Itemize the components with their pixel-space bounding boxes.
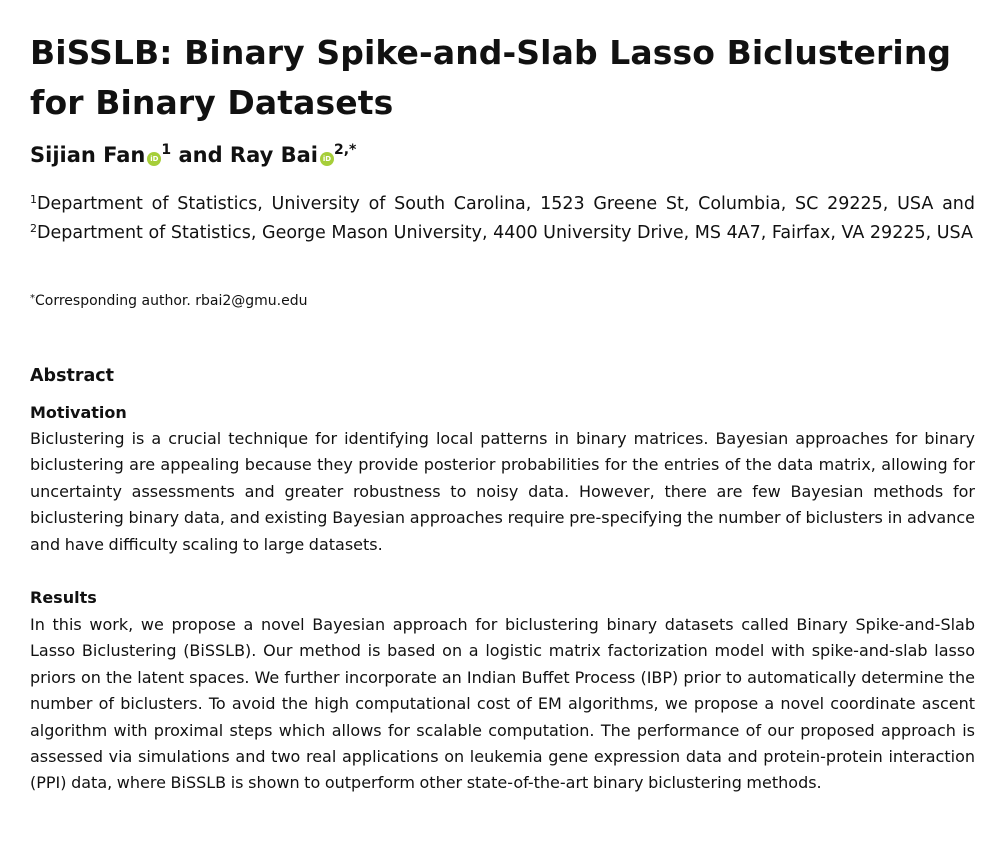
affiliation-text: Department of Statistics, University of South Carolina, 1523 Greene St, Columbia, SC 29225, USA	[37, 194, 934, 214]
abstract-heading: Abstract	[30, 366, 115, 386]
motivation-paragraph: Biclustering is a crucial technique for identifying local patterns in binary matrices. Bayesian approaches for binary biclustering are appealing because they provide posterior probabilities for the entries of the data matrix, allowing for uncertainty assessments and greater robustness to noisy data. However, there are few Bayesian methods for biclustering binary data, and existing Bayesian approaches require pre-specifying the number of biclusters in advance and have difficulty scaling to large datasets.	[30, 429, 975, 554]
affiliation-mark: 1	[30, 193, 37, 206]
corresponding-text: Corresponding author. rbai2@gmu.edu	[35, 293, 308, 309]
affiliation-text: Department of Statistics, George Mason University, 4400 University Drive, MS 4A7, Fairfax, VA 29225, USA	[37, 223, 973, 243]
author-line	[30, 140, 356, 170]
author-name: Sijian Fan	[30, 143, 146, 167]
motivation-heading: Motivation	[30, 403, 127, 422]
corresponding-mark: *	[30, 293, 35, 304]
results-heading: Results	[30, 588, 97, 607]
author-affiliation-mark: 1	[161, 142, 172, 158]
orcid-icon[interactable]: iD	[147, 152, 161, 166]
affiliation-connector: and	[942, 194, 975, 214]
author-connector: and	[178, 143, 223, 167]
corresponding-author-note	[30, 290, 308, 312]
orcid-icon[interactable]: iD	[320, 152, 334, 166]
affiliations	[30, 190, 975, 248]
affiliation-mark: 2	[30, 222, 37, 235]
author-name: Ray Bai	[229, 143, 318, 167]
paper-title: BiSSLB: Binary Spike-and-Slab Lasso Biclustering for Binary Datasets	[30, 33, 952, 122]
results-paragraph: In this work, we propose a novel Bayesian approach for biclustering binary datasets called Binary Spike-and-Slab Lasso Biclustering (BiSSLB). Our method is based on a logistic matrix factorization model with spike-and-slab lasso priors on the latent spaces. We further incorporate an Indian Buffet Process (IBP) prior to automatically determine the number of biclusters. To avoid the high computational cost of EM algorithms, we propose a novel coordinate ascent algorithm with proximal steps which allows for scalable computation. The performance of our proposed approach is assessed via simulations and two real applications on leukemia gene expression data and protein-protein interaction (PPI) data, where BiSSLB is shown to outperform other state-of-the-art binary biclustering methods.	[30, 615, 975, 793]
author-affiliation-mark: 2,*	[334, 142, 357, 158]
